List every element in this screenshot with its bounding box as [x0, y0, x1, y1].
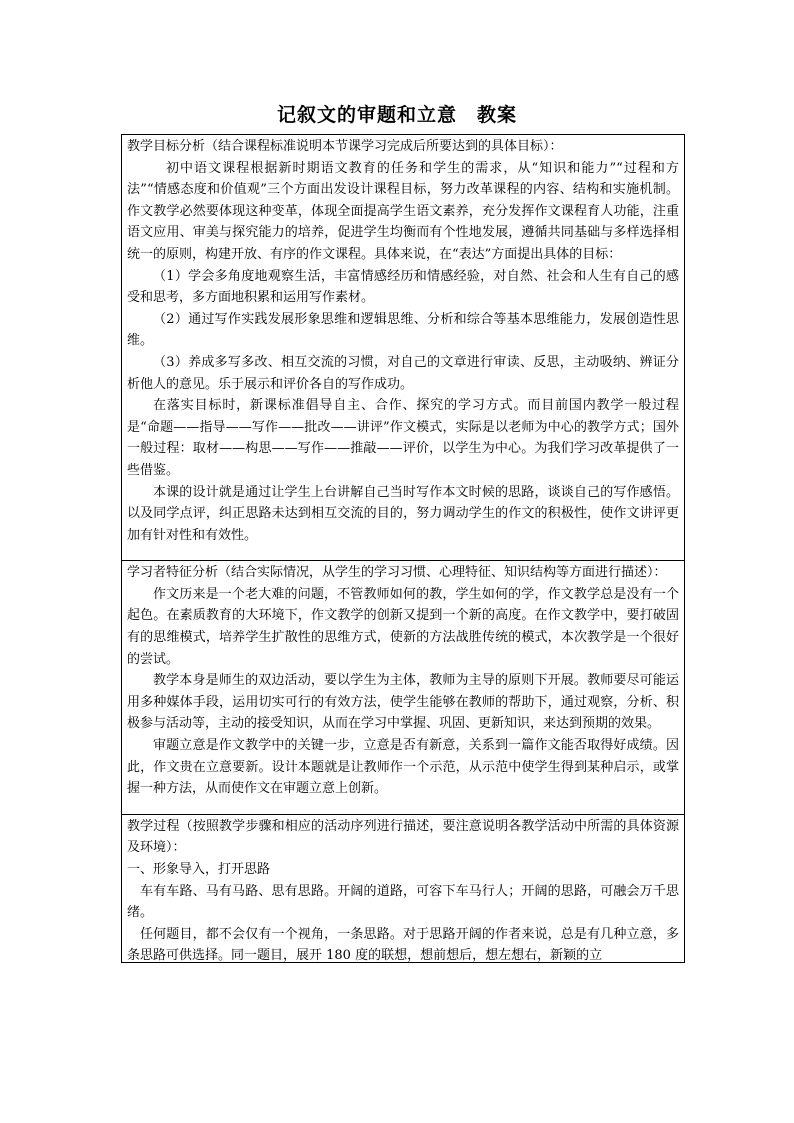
process-row [122, 814, 685, 962]
goals-paragraph-3: （2）通过写作实践发展形象思维和逻辑思维、分析和综合等基本思维能力，发展创造性思维。 [127, 311, 679, 349]
goals-paragraph-6: 本课的设计就是通过让学生上台讲解自己当时写作本文时候的思路，谈谈自己的写作感悟。以及同学点评，纠正思路未达到相互交流的目的，努力调动学生的作文的积极性，使作文讲评更加有针对性和有效性。 [127, 484, 679, 543]
learners-paragraph-3: 审题立意是作文教学中的关键一步，立意是否有新意，关系到一篇作文能否取得好成绩。因此，作文贵在立意要新。设计本题就是让教师作一个示范，从示范中使学生得到某种启示，或掌握一种方法，从而使作文在审题立意上创新。 [127, 738, 679, 797]
process-subheading: 一、形象导入，打开思路 [127, 862, 271, 877]
process-paragraph-2: 任何题目，都不会仅有一个视角，一条思路。对于思路开阔的作者来说，总是有几种立意，多条思路可供选择。同一题目，展开 180 度的联想，想前想后，想左想右，新颖的立 [127, 926, 679, 964]
goals-paragraph-2: （1）学会多角度地观察生活，丰富情感经历和情感经验，对自然、社会和人生有自己的感受和思考，多方面地积累和运用写作素材。 [127, 268, 679, 306]
learners-heading: 学习者特征分析（结合实际情况，从学生的学习习惯、心理特征、知识结构等方面进行描述）： [127, 565, 667, 581]
goals-row [122, 135, 685, 561]
learners-row [122, 561, 685, 815]
goals-heading: 教学目标分析（结合课程标准说明本节课学习完成后所要达到的具体目标）： [127, 139, 563, 154]
lesson-plan-table [121, 134, 685, 963]
learners-paragraph-2: 教学本身是师生的双边活动，要以学生为主体，教师为主导的原则下开展。教师要尽可能运用多种媒体手段，运用切实可行的有效方法，使学生能够在教师的帮助下，通过观察，分析、积极参与活动等，主动的接受知识，从而在学习中掌握、巩固、更新知识，来达到预期的效果。 [127, 673, 679, 732]
goals-paragraph-4: （3）养成多写多改、相互交流的习惯，对自己的文章进行审读、反思，主动吸纳、辨证分析他人的意见。乐于展示和评价各自的写作成功。 [127, 354, 679, 392]
goals-cell [122, 135, 685, 561]
process-heading: 教学过程（按照教学步骤和相应的活动序列进行描述，要注意说明各教学活动中所需的具体资源及环境）： [127, 818, 679, 856]
learners-cell [122, 561, 685, 815]
process-paragraph-1: 车有车路、马有马路、思有思路。开阔的道路，可容下车马行人；开阔的思路，可融会万千思绪。 [127, 883, 679, 921]
goals-paragraph-1: 初中语文课程根据新时期语文教育的任务和学生的需求，从“知识和能力”“过程和方法”“情感态度和价值观”三个方面出发设计课程目标，努力改革课程的内容、结构和实施机制。作文教学必然要体现这种变革，体现全面提高学生语文素养，充分发挥作文课程育人功能，注重语文应用、审美与探究能力的培养，促进学生均衡而有个性地发展，遵循共同基础与多样选择相统一的原则，构建开放、有序的作文课程。具体来说，在“表达”方面提出具体的目标： [127, 160, 679, 262]
process-cell [122, 814, 685, 962]
learners-paragraph-1: 作文历来是一个老大难的问题，不管教师如何的教，学生如何的学，作文教学总是没有一个起色。在素质教育的大环境下，作文教学的创新又提到一个新的高度。在作文教学中，要打破固有的思维模式，培养学生扩散性的思维方式，使新的方法战胜传统的模式，本次教学是一个很好的尝试。 [127, 586, 679, 667]
document-title: 记叙文的审题和立意 教案 [276, 104, 517, 126]
goals-paragraph-5: 在落实目标时，新课标准倡导自主、合作、探究的学习方式。而目前国内教学一般过程是“命题——指导——写作——批改——讲评”作文模式，实际是以老师为中心的教学方式；国外一般过程：取材——构思——写作——推敲——评价，以学生为中心。为我们学习改革提供了一些借鉴。 [127, 398, 679, 478]
